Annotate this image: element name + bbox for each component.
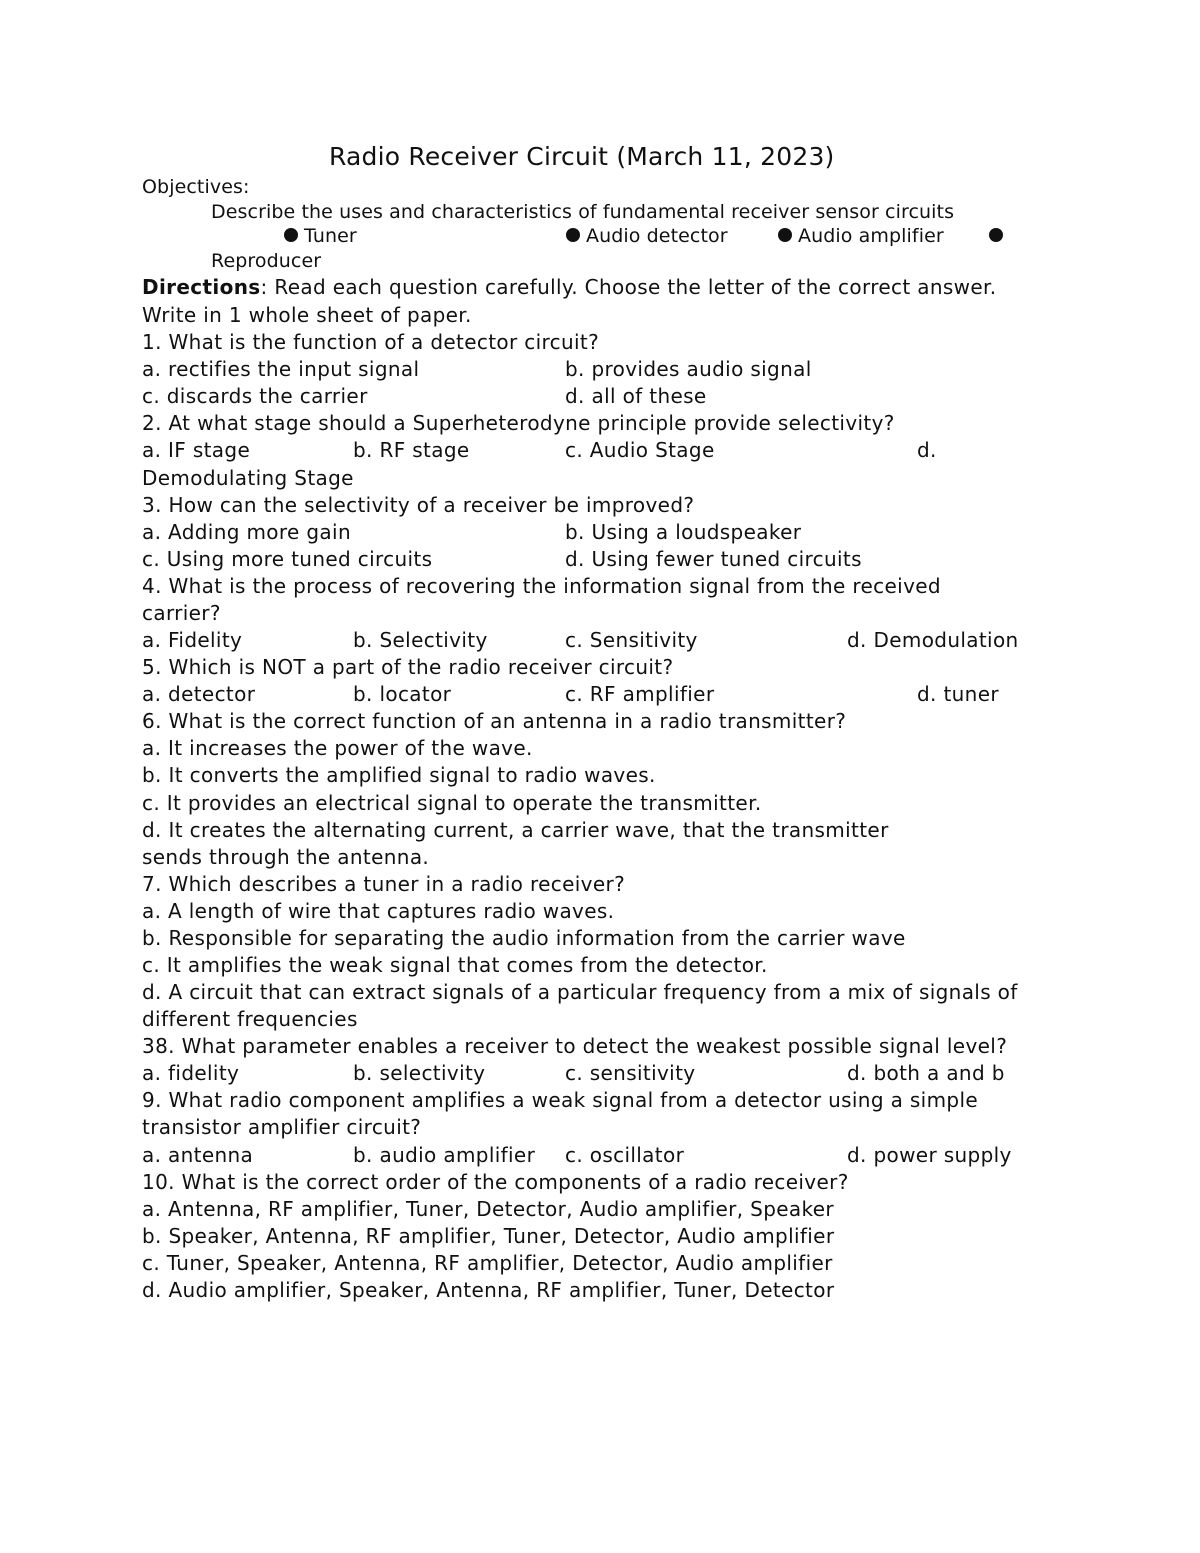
question-6: 6. What is the correct function of an antenna in a radio transmitter? xyxy=(142,709,847,733)
directions-text-2: Write in 1 whole sheet of paper. xyxy=(142,303,472,327)
bullet-icon xyxy=(566,228,580,242)
choice-6a: a. It increases the power of the wave. xyxy=(142,736,533,760)
choice-1d: d. all of these xyxy=(565,384,707,408)
choice-2a: a. IF stage xyxy=(142,438,251,462)
question-1: 1. What is the function of a detector circuit? xyxy=(142,330,600,354)
choice-2c: c. Audio Stage xyxy=(565,438,715,462)
choice-8b: b. selectivity xyxy=(353,1061,486,1085)
directions xyxy=(142,275,996,299)
choice-3a: a. Adding more gain xyxy=(142,520,351,544)
choice-6d: d. It creates the alternating current, a carrier wave, that the transmitter xyxy=(142,818,889,842)
choice-3d: d. Using fewer tuned circuits xyxy=(565,547,862,571)
bullet-label: Tuner xyxy=(304,225,357,247)
choice-6b: b. It converts the amplified signal to radio waves. xyxy=(142,763,656,787)
question-10: 10. What is the correct order of the components of a radio receiver? xyxy=(142,1170,849,1194)
choice-10d: d. Audio amplifier, Speaker, Antenna, RF amplifier, Tuner, Detector xyxy=(142,1278,835,1302)
bullet-icon xyxy=(989,228,1003,242)
bullet-label: Audio detector xyxy=(586,225,728,247)
choice-7b: b. Responsible for separating the audio information from the carrier wave xyxy=(142,926,906,950)
choice-1c: c. discards the carrier xyxy=(142,384,368,408)
choice-5a: a. detector xyxy=(142,682,256,706)
choice-1b: b. provides audio signal xyxy=(565,357,812,381)
choice-6d-cont: sends through the antenna. xyxy=(142,845,430,869)
choice-4c: c. Sensitivity xyxy=(565,628,698,652)
choice-1a: a. rectifies the input signal xyxy=(142,357,420,381)
choice-7c: c. It amplifies the weak signal that comes from the detector. xyxy=(142,953,768,977)
choice-5b: b. locator xyxy=(353,682,452,706)
objective-bullet-audio-detector xyxy=(566,225,728,247)
objective-text: Describe the uses and characteristics of fundamental receiver sensor circuits xyxy=(211,201,955,223)
question-5: 5. Which is NOT a part of the radio receiver circuit? xyxy=(142,655,674,679)
choice-2d: d. xyxy=(917,438,937,462)
choice-10a: a. Antenna, RF amplifier, Tuner, Detector, Audio amplifier, Speaker xyxy=(142,1197,834,1221)
directions-label: Directions xyxy=(142,275,261,299)
choice-3c: c. Using more tuned circuits xyxy=(142,547,433,571)
choice-9b: b. audio amplifier xyxy=(353,1143,536,1167)
choice-7d: d. A circuit that can extract signals of a particular frequency from a mix of signals of xyxy=(142,980,1018,1004)
question-8: 38. What parameter enables a receiver to detect the weakest possible signal level? xyxy=(142,1034,1008,1058)
choice-8c: c. sensitivity xyxy=(565,1061,696,1085)
question-7: 7. Which describes a tuner in a radio receiver? xyxy=(142,872,626,896)
choice-10c: c. Tuner, Speaker, Antenna, RF amplifier, Detector, Audio amplifier xyxy=(142,1251,833,1275)
question-4: 4. What is the process of recovering the information signal from the received xyxy=(142,574,941,598)
choice-4b: b. Selectivity xyxy=(353,628,488,652)
choice-5d: d. tuner xyxy=(917,682,999,706)
choice-7a: a. A length of wire that captures radio waves. xyxy=(142,899,615,923)
bullet-label-reproducer: Reproducer xyxy=(211,250,322,272)
choice-5c: c. RF amplifier xyxy=(565,682,715,706)
question-3: 3. How can the selectivity of a receiver be improved? xyxy=(142,493,695,517)
choice-6c: c. It provides an electrical signal to operate the transmitter. xyxy=(142,791,762,815)
choice-8d: d. both a and b xyxy=(847,1061,1005,1085)
question-9: 9. What radio component amplifies a weak signal from a detector using a simple xyxy=(142,1088,979,1112)
choice-9d: d. power supply xyxy=(847,1143,1012,1167)
page-title: Radio Receiver Circuit (March 11, 2023) xyxy=(329,142,835,171)
choice-2d-cont: Demodulating Stage xyxy=(142,466,354,490)
choice-4a: a. Fidelity xyxy=(142,628,243,652)
choice-9a: a. antenna xyxy=(142,1143,254,1167)
question-4-cont: carrier? xyxy=(142,601,221,625)
bullet-icon xyxy=(284,228,298,242)
objective-bullet-tuner xyxy=(284,225,357,247)
objective-bullet-reproducer xyxy=(989,225,1009,247)
objective-bullet-audio-amplifier xyxy=(778,225,944,247)
objectives-label: Objectives: xyxy=(142,176,250,198)
choice-4d: d. Demodulation xyxy=(847,628,1019,652)
bullet-icon xyxy=(778,228,792,242)
choice-3b: b. Using a loudspeaker xyxy=(565,520,802,544)
directions-text: : Read each question carefully. Choose the letter of the correct answer. xyxy=(260,275,997,299)
choice-2b: b. RF stage xyxy=(353,438,470,462)
choice-7d-cont: different frequencies xyxy=(142,1007,358,1031)
choice-8a: a. fidelity xyxy=(142,1061,240,1085)
question-2: 2. At what stage should a Superheterodyne principle provide selectivity? xyxy=(142,411,895,435)
bullet-label: Audio amplifier xyxy=(798,225,944,247)
question-9-cont: transistor amplifier circuit? xyxy=(142,1115,422,1139)
choice-10b: b. Speaker, Antenna, RF amplifier, Tuner, Detector, Audio amplifier xyxy=(142,1224,835,1248)
choice-9c: c. oscillator xyxy=(565,1143,685,1167)
